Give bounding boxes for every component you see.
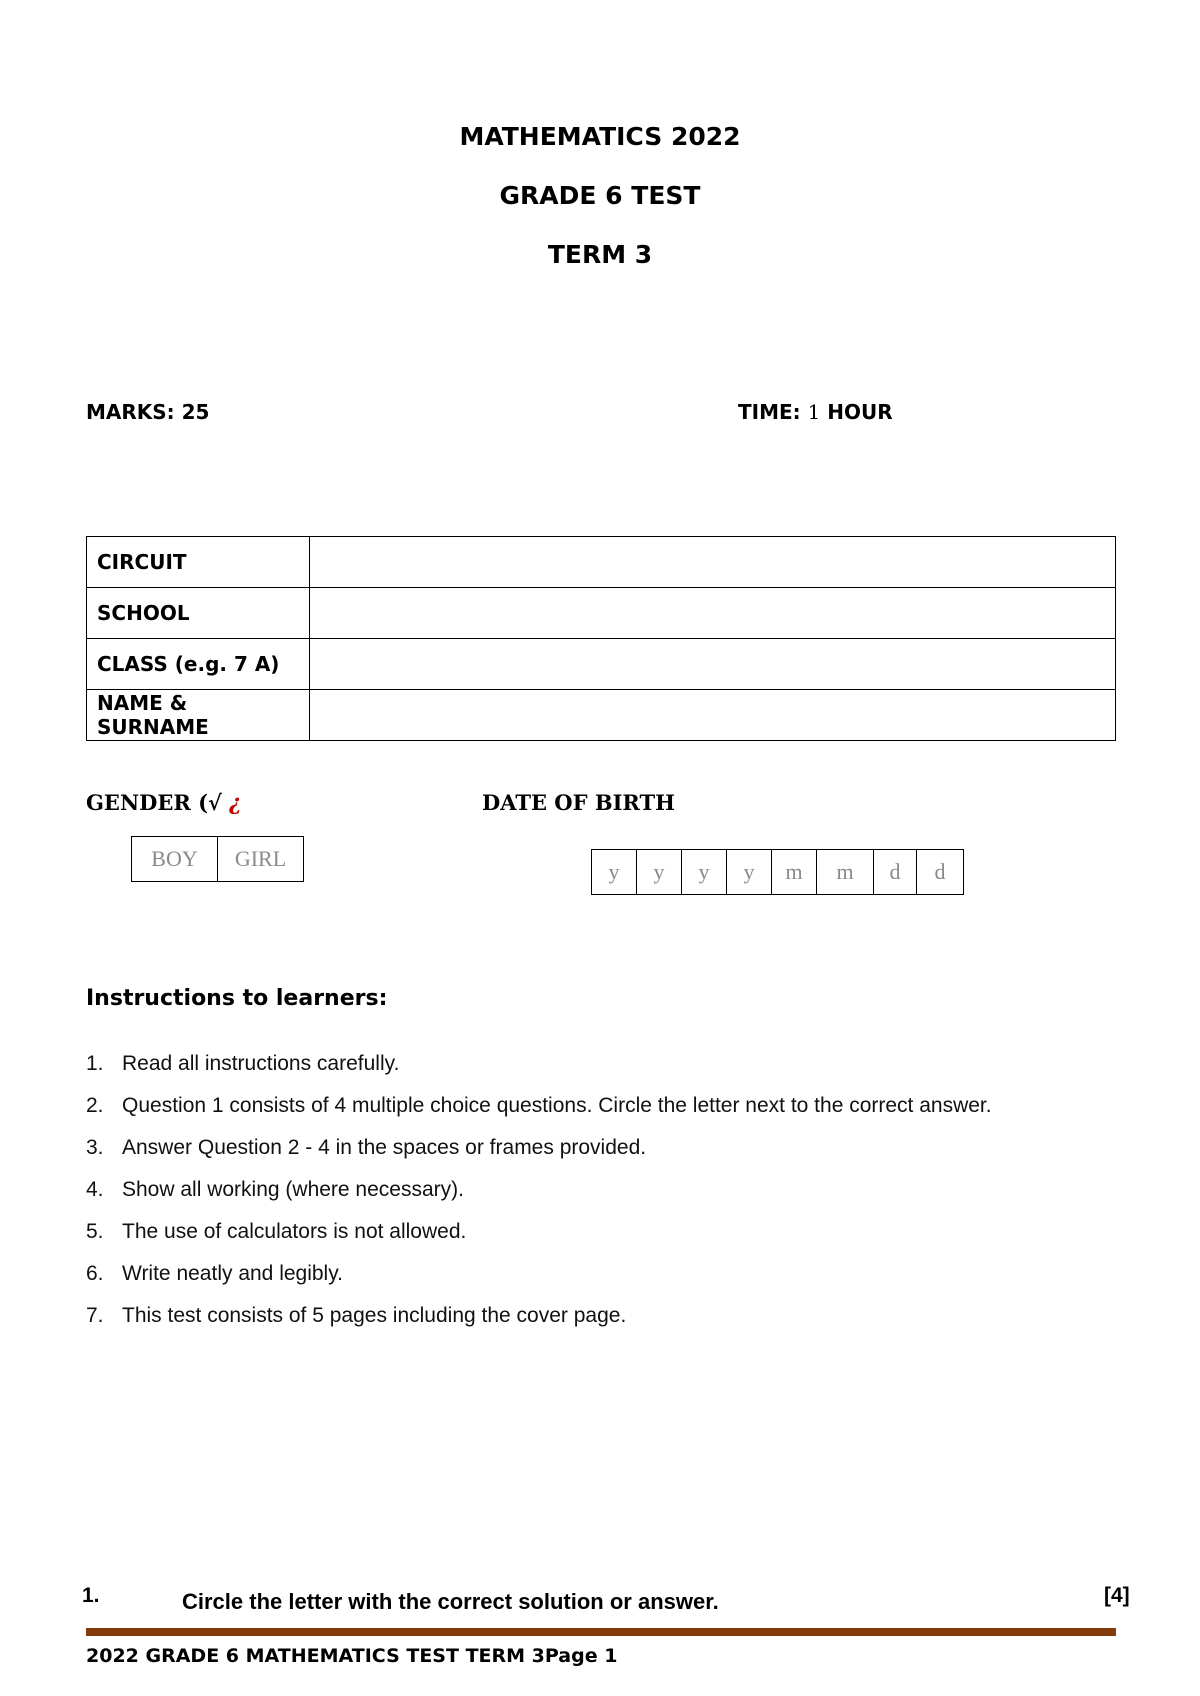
item-number: 2.	[86, 1094, 104, 1117]
gender-check-mark: ¿	[229, 790, 242, 815]
table-row	[87, 537, 1116, 588]
list-item	[86, 1127, 1086, 1169]
table-row	[87, 690, 1116, 741]
gender-boxes	[131, 836, 304, 882]
list-item	[86, 1085, 1086, 1127]
item-text: Answer Question 2 - 4 in the spaces or frames provided.	[122, 1136, 647, 1159]
gender-label-text: GENDER (√	[86, 790, 222, 815]
question-text: Circle the letter with the correct solution or answer.	[182, 1589, 719, 1614]
dob-boxes	[591, 849, 964, 895]
school-label: SCHOOL	[87, 588, 310, 639]
dob-box[interactable]: y	[637, 850, 682, 894]
dob-label: DATE OF BIRTH	[482, 790, 675, 815]
item-number: 7.	[86, 1304, 104, 1327]
list-item	[86, 1211, 1086, 1253]
item-number: 5.	[86, 1220, 104, 1243]
list-item	[86, 1043, 1086, 1085]
marks-label: MARKS: 25	[86, 400, 210, 424]
question-marks: [4]	[1104, 1584, 1130, 1607]
page-footer: 2022 GRADE 6 MATHEMATICS TEST TERM 3Page 1	[86, 1645, 618, 1667]
question-number: 1.	[82, 1584, 100, 1607]
dob-box[interactable]: y	[682, 850, 727, 894]
item-number: 4.	[86, 1178, 104, 1201]
time-value: 1	[807, 400, 821, 424]
name-surname-field[interactable]	[310, 690, 1116, 741]
grade-title: GRADE 6 TEST	[499, 181, 701, 210]
item-text: Read all instructions carefully.	[122, 1052, 400, 1075]
time-label	[738, 400, 893, 424]
item-text: This test consists of 5 pages including the cover page.	[122, 1304, 627, 1327]
school-field[interactable]	[310, 588, 1116, 639]
dob-box[interactable]: y	[727, 850, 772, 894]
time-prefix: TIME:	[738, 400, 808, 424]
class-label: CLASS (e.g. 7 A)	[87, 639, 310, 690]
time-unit: HOUR	[820, 400, 893, 424]
gender-label	[86, 790, 241, 815]
dob-box[interactable]: d	[874, 850, 917, 894]
term-title: TERM 3	[547, 240, 653, 269]
table-row	[87, 639, 1116, 690]
page-title: MATHEMATICS 2022	[459, 122, 741, 151]
gender-option-girl[interactable]: GIRL	[234, 846, 287, 871]
learner-info-table	[86, 536, 1116, 741]
circuit-field[interactable]	[310, 537, 1116, 588]
item-number: 1.	[86, 1052, 104, 1075]
item-text: The use of calculators is not allowed.	[122, 1220, 467, 1243]
list-item	[86, 1169, 1086, 1211]
dob-box[interactable]: m	[772, 850, 817, 894]
dob-box[interactable]: m	[817, 850, 874, 894]
class-field[interactable]	[310, 639, 1116, 690]
item-text: Show all working (where necessary).	[122, 1178, 464, 1201]
instructions-list	[86, 1043, 1086, 1337]
item-text: Write neatly and legibly.	[122, 1262, 344, 1285]
item-number: 6.	[86, 1262, 104, 1285]
table-row	[87, 588, 1116, 639]
item-number: 3.	[86, 1136, 104, 1159]
instructions-heading: Instructions to learners:	[86, 986, 388, 1011]
dob-box[interactable]: y	[592, 850, 637, 894]
name-surname-label: NAME & SURNAME	[87, 690, 310, 741]
dob-box[interactable]: d	[934, 859, 946, 884]
list-item	[86, 1295, 1086, 1337]
item-text: Question 1 consists of 4 multiple choice questions. Circle the letter next to the correct answer.	[122, 1094, 992, 1117]
gender-option-boy[interactable]: BOY	[132, 837, 218, 881]
footer-rule	[86, 1628, 1116, 1636]
circuit-label: CIRCUIT	[87, 537, 310, 588]
list-item	[86, 1253, 1086, 1295]
